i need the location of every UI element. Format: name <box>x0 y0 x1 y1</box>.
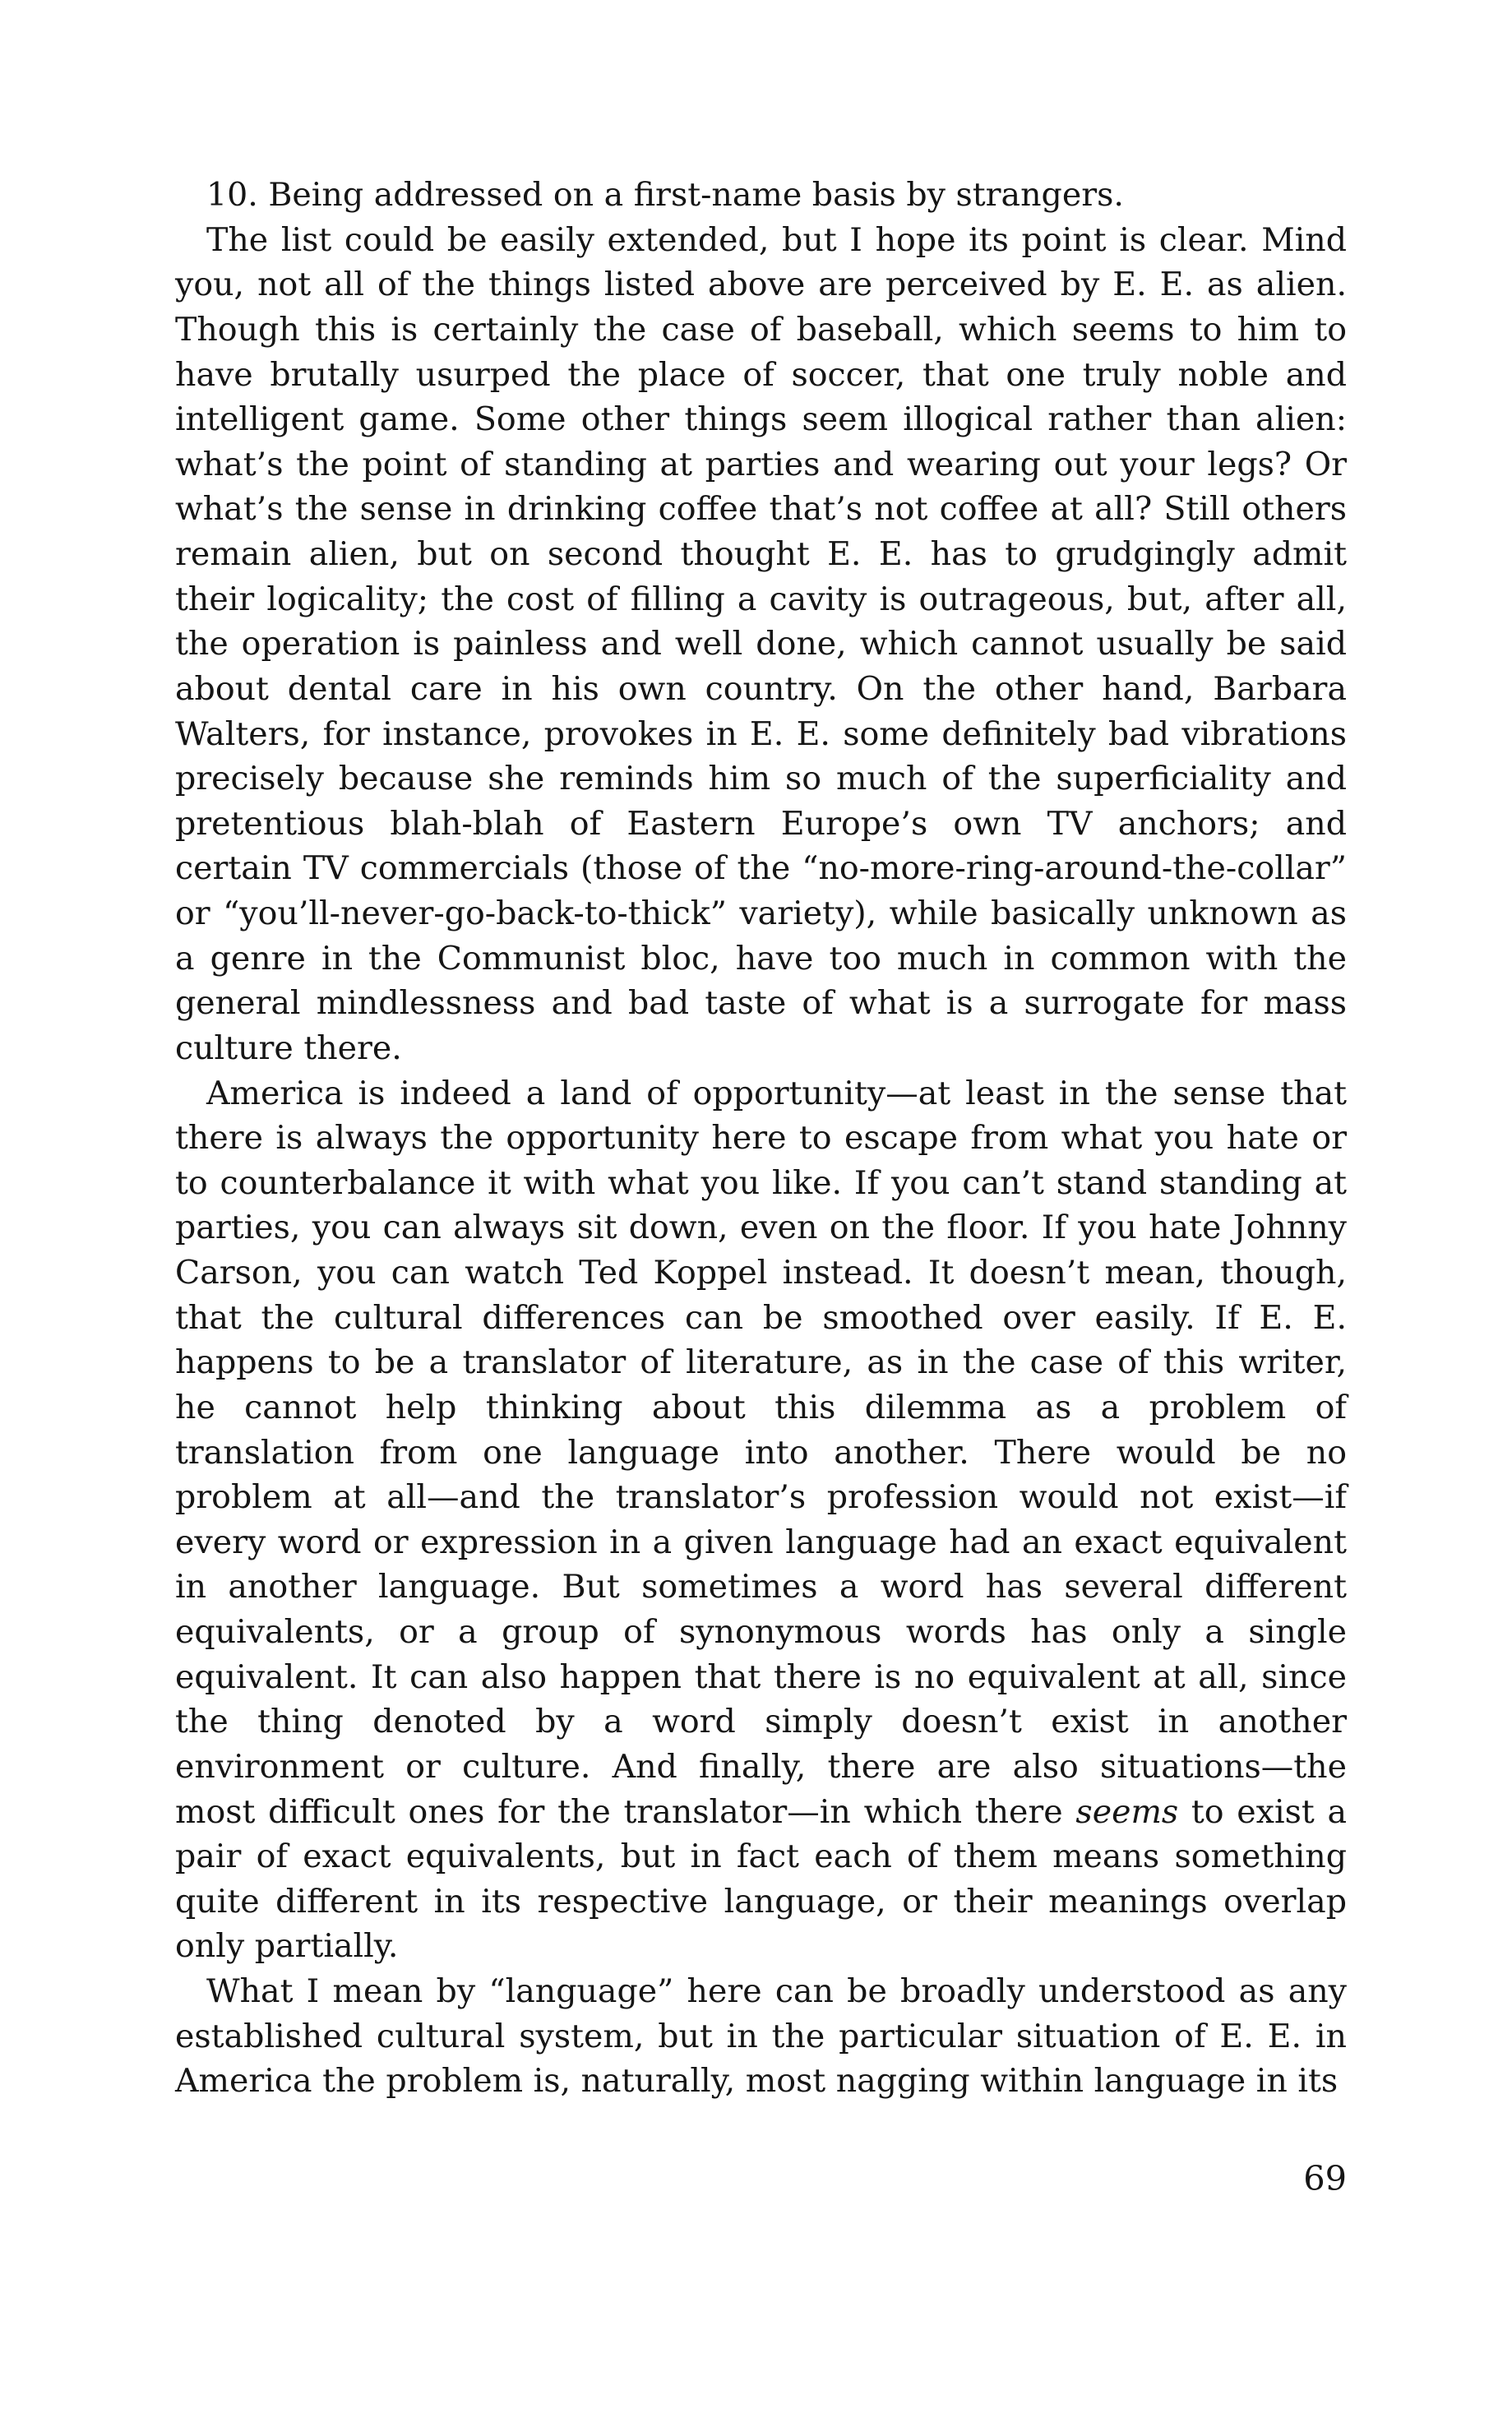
list-item-10: 10. Being addressed on a first-name basis by strangers. <box>206 176 1124 214</box>
page-body <box>175 173 1347 2104</box>
paragraph-2-text-before: America is indeed a land of opportunity—at least in the sense that there is always the opportunity here to escape from what you hate or to counterbalance it with what you like. If you can’t stand standing at parties, you can always sit down, even on the floor. If you hate Johnny Carson, you can watch Ted Koppel instead. It doesn’t mean, though, that the cultural differences can be smoothed over easily. If E. E. happens to be a translator of literature, as in the case of this writer, he cannot help thinking about this dilemma as a problem of translation from one language into another. There would be no problem at all—and the translator’s profession would not exist—if every word or expression in a given language had an exact equivalent in another language. But sometimes a word has several different equivalents, or a group of synonymous words has only a single equivalent. It can also happen that there is no equivalent at all, since the thing denoted by a word simply doesn’t exist in another environment or culture. And finally, there are also situations—the most difficult ones for the translator—in which there <box>175 1074 1347 1831</box>
paragraph-2-text-after: to exist a pair of exact equivalents, but in fact each of them means something quite different in its respective language, or their meanings overlap only partially. <box>175 1792 1347 1966</box>
body-text <box>175 173 1347 2104</box>
paragraph-1: The list could be easily extended, but I hope its point is clear. Mind you, not all of the things listed above are perceived by E. E. as alien. Though this is certainly the case of baseball, which seems to him to have brutally usurped the place of soccer, that one truly noble and intelligent game. Some other things seem illogical rather than alien: what’s the point of standing at parties and wearing out your legs? Or what’s the sense in drinking coffee that’s not coffee at all? Still others remain alien, but on second thought E. E. has to grudgingly admit their logicality; the cost of filling a cavity is outrageous, but, after all, the operation is painless and well done, which cannot usually be said about dental care in his own country. On the other hand, Barbara Walters, for instance, provokes in E. E. some definitely bad vibrations precisely because she reminds him so much of the superficiality and pretentious blah-blah of Eastern Europe’s own TV anchors; and certain TV commercials (those of the “no-more-ring-around-the-collar” or “you’ll-never-go-back-to-thick” variety), while basically unknown as a genre in the Communist bloc, have too much in common with the general mindlessness and bad taste of what is a surrogate for mass culture there. <box>175 220 1347 1067</box>
paragraph-3: What I mean by “language” here can be broadly understood as any established cultural system, but in the particular situation of E. E. in America the problem is, naturally, most nagging within language in its <box>175 1972 1347 2101</box>
paragraph-2-italic: seems <box>1075 1792 1179 1831</box>
page-number: 69 <box>1303 2158 1347 2198</box>
paragraph-2 <box>175 1071 1347 1970</box>
